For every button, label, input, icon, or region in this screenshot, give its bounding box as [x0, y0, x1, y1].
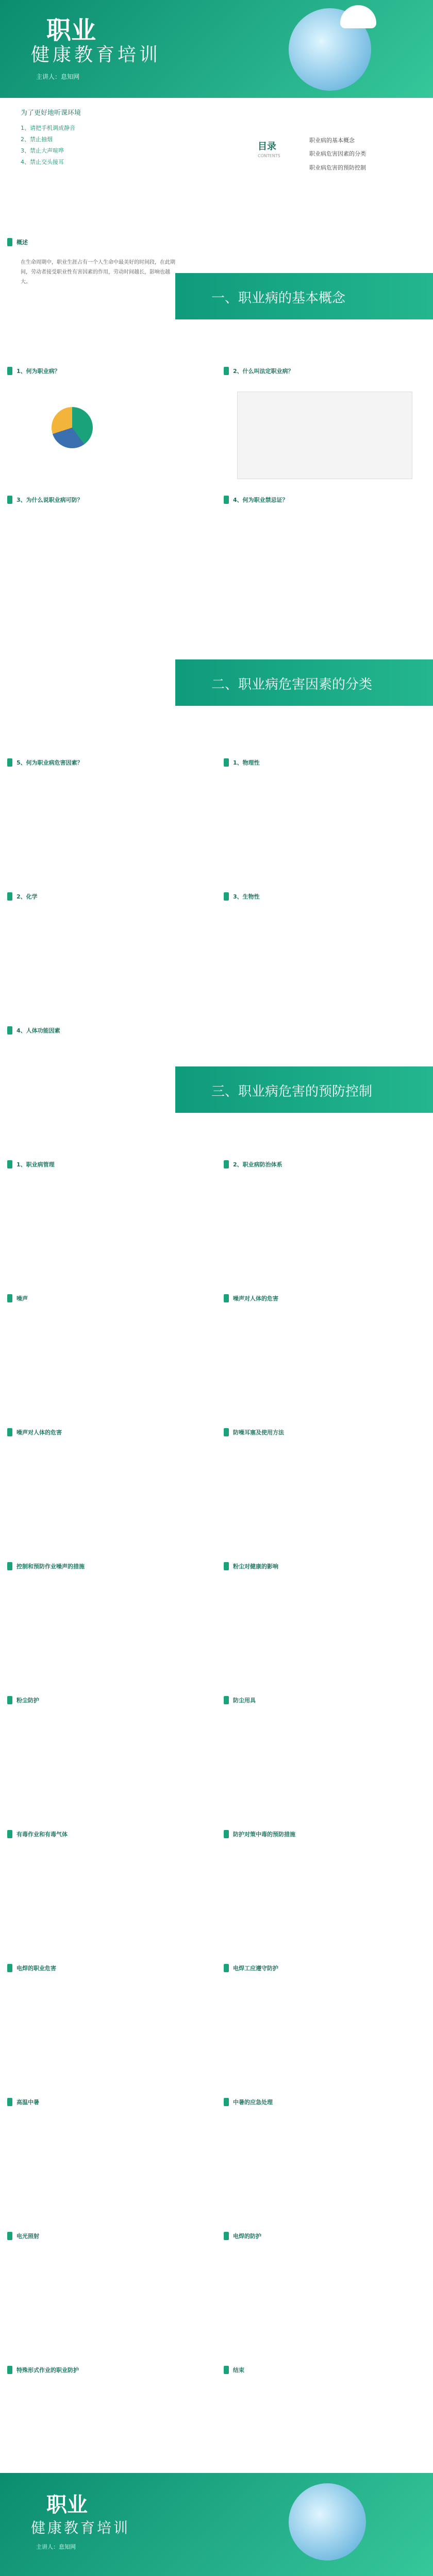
- q16-heading: 电光照射: [16, 2233, 39, 2240]
- q9-slide: [0, 1288, 433, 1422]
- q5-header: [7, 758, 83, 767]
- q7-slide: [0, 1020, 433, 1154]
- toc-rules: [21, 123, 75, 168]
- q13-heading-2: 防护对策中毒的预防措施: [233, 1831, 295, 1838]
- q10-heading-2: 防噪耳塞及使用方法: [233, 1429, 284, 1436]
- q16-heading-2: 电焊的防护: [233, 2233, 261, 2240]
- toc-rule: 3、禁止大声喧哗: [21, 147, 64, 154]
- q15-header: [7, 2098, 39, 2106]
- q8-header: [7, 1160, 55, 1168]
- medical-cap-icon: [340, 5, 376, 28]
- q17-header: [7, 2366, 79, 2374]
- q1-header-2: [224, 367, 294, 375]
- q16-header-2: [224, 2232, 261, 2240]
- cover-presenter: 主讲人：息知网: [36, 73, 80, 80]
- q12-header: [7, 1696, 39, 1704]
- toc-entry[interactable]: 职业病的基本概念: [309, 137, 355, 144]
- q5-heading: 5、何为职业病危害因素？: [16, 759, 83, 766]
- section-1-band: [175, 273, 433, 319]
- toc-rule: 4、禁止交头接耳: [21, 159, 64, 165]
- toc-label: 目录: [258, 141, 276, 152]
- q3-heading: 3、为什么说职业病可防？: [16, 497, 83, 503]
- intro-text: 在生命周期中，职业生涯占有一个人生命中最美好的时间段，在此期间，劳动者接受职业性有害因素的作用，劳动时间越长，影响也越大。: [21, 260, 175, 285]
- q1-heading-2: 2、什么叫法定职业病？: [233, 368, 294, 375]
- toc-entry[interactable]: 职业病危害因素的分类: [309, 150, 366, 158]
- q12-heading-2: 防尘用具: [233, 1697, 256, 1704]
- end-title: 职业: [46, 2493, 88, 2517]
- q6-heading-2: 3、生物性: [233, 893, 260, 900]
- q15-heading: 高温中暑: [16, 2099, 39, 2106]
- pie-chart-graphic: [52, 407, 93, 448]
- toc-rule: 2、禁止抽烟: [21, 136, 53, 143]
- q14-header: [7, 1964, 56, 1972]
- section-3-band: [175, 1066, 433, 1113]
- cover-subtitle: 健康教育培训: [31, 44, 161, 65]
- toc-entries: [309, 134, 366, 175]
- q15-header-2: [224, 2098, 273, 2106]
- document-graphic: [237, 392, 412, 479]
- q1-header: [7, 367, 60, 375]
- q17-heading-2: 结束: [233, 2367, 244, 2374]
- q16-header: [7, 2232, 39, 2240]
- q3-slide: [0, 489, 433, 618]
- end-slide: [0, 2473, 433, 2576]
- q11-heading: 控制和预防作业噪声的措施: [16, 1563, 85, 1570]
- q13-heading: 有毒作业和有毒气体: [16, 1831, 68, 1838]
- q8-heading-2: 2、职业病防治体系: [233, 1161, 282, 1168]
- q15-slide: [0, 2092, 433, 2226]
- q13-header-2: [224, 1830, 295, 1838]
- q14-heading-2: 电焊工应遵守防护: [233, 1965, 278, 1972]
- q10-heading: 噪声对人体的危害: [16, 1429, 62, 1436]
- section-2-slide: [0, 618, 433, 752]
- intro-header: [7, 238, 28, 246]
- toc-entry[interactable]: 职业病危害的预防控制: [309, 164, 366, 171]
- q8-heading: 1、职业病管理: [16, 1161, 55, 1168]
- q11-slide: [0, 1556, 433, 1690]
- intro-slide: [0, 232, 433, 361]
- q17-heading: 特殊形式作业的职业防护: [16, 2367, 79, 2374]
- q3-header: [7, 496, 83, 504]
- q5-slide: [0, 752, 433, 886]
- q14-slide: [0, 1958, 433, 2092]
- q14-header-2: [224, 1964, 278, 1972]
- q17-header-2: [224, 2366, 244, 2374]
- section-2-title: 二、职业病危害因素的分类: [211, 677, 373, 692]
- q16-slide: [0, 2226, 433, 2360]
- q12-slide: [0, 1690, 433, 1824]
- q10-header-2: [224, 1428, 284, 1436]
- q12-header-2: [224, 1696, 256, 1704]
- intro-heading: 概述: [16, 239, 28, 246]
- q11-header: [7, 1562, 85, 1570]
- q3-heading-2: 4、何为职业禁忌证？: [233, 497, 288, 503]
- section-3-title: 三、职业病危害的预防控制: [211, 1084, 373, 1099]
- q1-slide: [0, 361, 433, 489]
- q8-header-2: [224, 1160, 282, 1168]
- q6-header-2: [224, 892, 260, 901]
- q9-heading: 噪声: [16, 1295, 28, 1302]
- section-2-band: [175, 659, 433, 706]
- q6-header: [7, 892, 38, 901]
- q5-heading-2: 1、物理性: [233, 759, 260, 766]
- q11-header-2: [224, 1562, 278, 1570]
- q6-slide: [0, 886, 433, 1020]
- q1-heading: 1、何为职业病？: [16, 368, 60, 375]
- q12-heading: 粉尘防护: [16, 1697, 39, 1704]
- toc-rule: 1、请把手机调成静音: [21, 125, 75, 131]
- q13-header: [7, 1830, 68, 1838]
- q5-header-2: [224, 758, 260, 767]
- q13-slide: [0, 1824, 433, 1958]
- q7-header: [7, 1026, 60, 1035]
- q7-heading: 4、人体功能因素: [16, 1027, 60, 1034]
- q14-heading: 电焊的职业危害: [16, 1965, 56, 1972]
- end-subtitle: 健康教育培训: [31, 2519, 130, 2536]
- q10-slide: [0, 1422, 433, 1556]
- q3-header-2: [224, 496, 288, 504]
- section-1-title: 一、职业病的基本概念: [211, 291, 346, 306]
- toc-heading: 为了更好地听课环境: [21, 109, 81, 117]
- cover-title: 职业: [46, 16, 96, 45]
- q9-header: [7, 1294, 28, 1302]
- q6-heading: 2、化学: [16, 893, 38, 900]
- q9-heading-2: 噪声对人体的危害: [233, 1295, 278, 1302]
- end-globe-graphic: [289, 2483, 366, 2561]
- q9-header-2: [224, 1294, 278, 1302]
- toc-slide: [0, 98, 433, 232]
- cover-slide: [0, 0, 433, 98]
- q10-header: [7, 1428, 62, 1436]
- toc-label-en: CONTENTS: [258, 154, 280, 158]
- end-presenter: 主讲人：息知网: [36, 2544, 76, 2550]
- q17-slide: [0, 2360, 433, 2473]
- q15-heading-2: 中暑的应急处理: [233, 2099, 273, 2106]
- q8-slide: [0, 1154, 433, 1288]
- q11-heading-2: 粉尘对健康的影响: [233, 1563, 278, 1570]
